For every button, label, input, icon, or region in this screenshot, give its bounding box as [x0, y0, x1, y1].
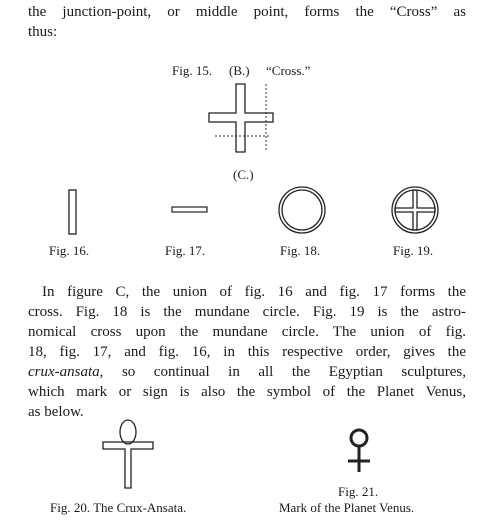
fig16-label: Fig. 16.	[49, 243, 90, 258]
fig15-part-c: (C.)	[233, 167, 254, 182]
fig18-label: Fig. 18.	[280, 243, 321, 258]
fig21-label: Fig. 21.	[338, 484, 379, 499]
body-line: nomical cross upon the mundane circle. The union of fig.	[28, 324, 466, 340]
venus-symbol-figure	[348, 430, 370, 472]
fig21-caption: Mark of the Planet Venus.	[279, 500, 415, 515]
fig15-part-b: (B.)	[229, 63, 250, 78]
fig20-caption: Fig. 20. The Crux-Ansata.	[50, 500, 187, 515]
intro-line-2: thus:	[28, 24, 58, 40]
fig15-label: Fig. 15.	[172, 63, 213, 78]
body-line: 18, fig. 17, and fig. 16, in this respective order, gives the	[28, 344, 466, 360]
body-line: In figure C, the union of fig. 16 and fig. 17 forms the	[42, 284, 466, 300]
fig19-label: Fig. 19.	[393, 243, 434, 258]
body-line: as below.	[28, 404, 84, 420]
body-line: cross. Fig. 18 is the mundane circle. Fig. 19 is the astro-	[28, 304, 466, 320]
intro-line-1: the junction-point, or middle point, forms the “Cross” as	[28, 4, 466, 20]
ankh-figure	[103, 420, 153, 488]
body-line-5-rest: , so continual in all the Egyptian sculptures,	[99, 364, 466, 380]
fig17-label: Fig. 17.	[165, 243, 206, 258]
fig15-cross-title: “Cross.”	[266, 63, 311, 78]
crux-ansata-term: crux-ansata	[28, 364, 100, 380]
body-line: which mark or sign is also the symbol of the Planet Venus,	[28, 384, 466, 400]
